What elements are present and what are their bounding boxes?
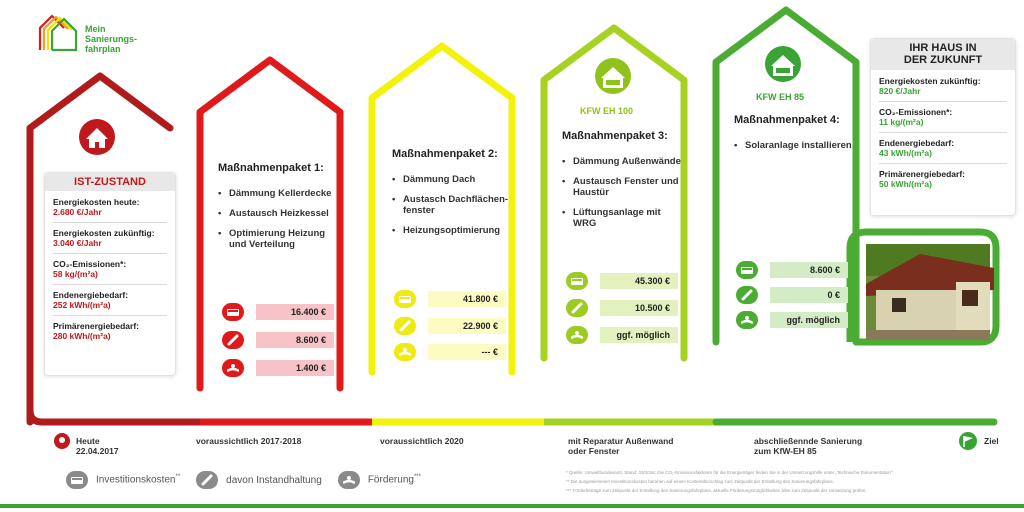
package-4-maint-value: 0 € bbox=[770, 287, 848, 303]
footnote-3: *** Förderbeträge zum Zeitpunkt der Erstellung des Sanierungsfahrplans, aktuelle Förderungsmöglichkeiten bitte zum Zeitpunkt der Umsetzung prüfen. bbox=[566, 488, 867, 493]
future-status-box bbox=[870, 38, 1016, 216]
hand-money-icon bbox=[222, 359, 244, 377]
package-3-maint-row bbox=[566, 299, 680, 317]
package-2-subsidy-row bbox=[394, 343, 508, 361]
ist-status-box bbox=[44, 172, 176, 376]
package-3-subsidy-row bbox=[566, 326, 680, 344]
timeline-step-3-line1: mit Reparatur Außenwand bbox=[568, 436, 674, 446]
timeline-step-3-line2: oder Fenster bbox=[568, 446, 620, 456]
logo-line3: fahrplan bbox=[85, 44, 121, 54]
ist-label-2: CO₂-Emissionen*: bbox=[53, 259, 127, 269]
package-4-title: Maßnahmenpaket 4: bbox=[734, 114, 840, 126]
kfw-eh85-house-icon bbox=[765, 46, 801, 82]
package-4-subsidy-value: ggf. möglich bbox=[770, 312, 848, 328]
logo-line2: Sanierungs- bbox=[85, 34, 138, 44]
legend-subsidy-label: Förderung bbox=[367, 474, 414, 486]
future-value-0: 820 €/Jahr bbox=[879, 86, 921, 96]
location-pin-icon bbox=[54, 433, 70, 449]
footnote-2: ** Die ausgewiesenen Investitionskosten beruhen auf einem Kostenüberschlag zum Zeitpunkt der Erstellung des Sanierungsfahrplans. bbox=[566, 479, 834, 484]
kfw-eh100-label: KFW EH 100 bbox=[580, 106, 634, 116]
hand-money-icon bbox=[736, 311, 758, 329]
legend-maint: davon Instandhaltung bbox=[226, 474, 322, 486]
invest-icon bbox=[394, 290, 416, 308]
legend-invest-sup: ** bbox=[175, 474, 181, 481]
package-2-maint-row bbox=[394, 317, 508, 335]
legend bbox=[66, 470, 466, 490]
timeline-step-4 bbox=[754, 436, 862, 456]
future-title bbox=[871, 39, 1015, 70]
package-2-item-0: • Dämmung Dach bbox=[392, 174, 510, 185]
footnote-1: * Quelle: Umweltbundesamt, Stand: 03/2016; Die CO₂-Emissionsfaktoren für die Energieträger finden Sie in der Umsetzungshilfe unter „Technische Dokumentation" bbox=[566, 470, 893, 475]
invest-legend-icon bbox=[66, 471, 88, 489]
timeline-end: Ziel bbox=[984, 436, 999, 446]
house-photo bbox=[866, 244, 994, 340]
hand-money-icon bbox=[394, 343, 416, 361]
ist-title: IST-ZUSTAND bbox=[45, 173, 175, 191]
ist-label-3: Endenergiebedarf: bbox=[53, 290, 129, 300]
logo-line1: Mein bbox=[85, 24, 106, 34]
package-3-item-1: • Austausch Fenster und Haustür bbox=[562, 176, 682, 198]
package-3-subsidy-value: ggf. möglich bbox=[600, 327, 678, 343]
ist-value-2: 58 kg/(m²a) bbox=[53, 269, 98, 279]
wrench-icon bbox=[736, 286, 758, 304]
package-2 bbox=[392, 148, 510, 245]
timeline-step-4-line1: abschließennde Sanierung bbox=[754, 436, 863, 446]
timeline-step-3 bbox=[568, 436, 673, 456]
legend-subsidy bbox=[368, 474, 421, 485]
package-1-maint-row bbox=[222, 331, 336, 349]
package-3-title: Maßnahmenpaket 3: bbox=[562, 130, 668, 142]
package-1-item-1: • Austausch Heizkessel bbox=[218, 208, 336, 219]
invest-icon bbox=[566, 272, 588, 290]
hand-money-legend-icon bbox=[338, 471, 360, 489]
package-3-item-2: • Lüftungsanlage mit WRG bbox=[562, 207, 682, 229]
future-label-0: Energiekosten zukünftig: bbox=[879, 76, 981, 86]
package-4-invest-value: 8.600 € bbox=[770, 262, 848, 278]
future-label-3: Primärenergiebedarf: bbox=[879, 169, 965, 179]
ist-label-0: Energiekosten heute: bbox=[53, 197, 140, 207]
legend-invest-label: Investitionskosten bbox=[96, 474, 176, 486]
timeline-start-line2: 22.04.2017 bbox=[76, 446, 119, 456]
future-label-2: Endenergiebedarf: bbox=[879, 138, 955, 148]
package-1-item-0: • Dämmung Kellerdecke bbox=[218, 188, 336, 199]
ist-value-1: 3.040 €/Jahr bbox=[53, 238, 102, 248]
timeline-segment-0 bbox=[30, 410, 200, 422]
goal-flag-icon bbox=[959, 432, 977, 450]
footnotes bbox=[566, 470, 1016, 494]
timeline-step-1: voraussichtlich 2017-2018 bbox=[196, 436, 302, 446]
invest-icon bbox=[736, 261, 758, 279]
package-2-invest-value: 41.800 € bbox=[428, 291, 506, 307]
kfw-eh85-label: KFW EH 85 bbox=[756, 92, 805, 102]
package-4-item-0: • Solaranlage installieren bbox=[734, 140, 856, 151]
future-title-line1: IHR HAUS IN bbox=[909, 42, 977, 54]
package-2-subsidy-value: --- € bbox=[428, 344, 506, 360]
ist-label-4: Primärenergiebedarf: bbox=[53, 321, 139, 331]
package-3-invest-value: 45.300 € bbox=[600, 273, 678, 289]
package-4-maint-row bbox=[736, 286, 850, 304]
legend-subsidy-sup: *** bbox=[413, 474, 421, 481]
package-4-subsidy-row bbox=[736, 311, 850, 329]
wrench-icon bbox=[394, 317, 416, 335]
ist-label-1: Energiekosten zukünftig: bbox=[53, 228, 155, 238]
invest-icon bbox=[222, 303, 244, 321]
package-4-invest-row bbox=[736, 261, 850, 279]
timeline-step-2: voraussichtlich 2020 bbox=[380, 436, 464, 446]
legend-invest bbox=[96, 474, 180, 485]
ist-house-icon bbox=[79, 119, 115, 155]
package-2-maint-value: 22.900 € bbox=[428, 318, 506, 334]
package-2-item-1: • Austasch Dachflächen-fenster bbox=[392, 194, 510, 216]
package-1-subsidy-value: 1.400 € bbox=[256, 360, 334, 376]
ist-value-3: 252 kWh/(m²a) bbox=[53, 300, 111, 310]
package-1-invest-row bbox=[222, 303, 336, 321]
package-1-maint-value: 8.600 € bbox=[256, 332, 334, 348]
package-2-item-2: • Heizungsoptimierung bbox=[392, 225, 510, 236]
timeline-start-line1: Heute bbox=[76, 436, 100, 446]
package-1-invest-value: 16.400 € bbox=[256, 304, 334, 320]
future-value-2: 43 kWh/(m²a) bbox=[879, 148, 932, 158]
package-4 bbox=[734, 114, 856, 160]
package-1 bbox=[218, 162, 336, 259]
package-3 bbox=[562, 130, 682, 238]
timeline-start bbox=[76, 436, 119, 456]
wrench-icon bbox=[222, 331, 244, 349]
wrench-icon bbox=[566, 299, 588, 317]
package-2-invest-row bbox=[394, 290, 508, 308]
package-3-invest-row bbox=[566, 272, 680, 290]
timeline-step-4-line2: zum KfW-EH 85 bbox=[754, 446, 817, 456]
package-1-title: Maßnahmenpaket 1: bbox=[218, 162, 324, 174]
package-1-item-2: • Optimierung Heizung und Verteilung bbox=[218, 228, 336, 250]
package-3-maint-value: 10.500 € bbox=[600, 300, 678, 316]
package-3-item-0: • Dämmung Außenwände bbox=[562, 156, 682, 167]
future-label-1: CO₂-Emissionen*: bbox=[879, 107, 953, 117]
wrench-legend-icon bbox=[196, 471, 218, 489]
ist-value-4: 280 kWh/(m²a) bbox=[53, 331, 111, 341]
ist-value-0: 2.680 €/Jahr bbox=[53, 207, 102, 217]
kfw-eh100-house-icon bbox=[595, 58, 631, 94]
future-title-line2: DER ZUKUNFT bbox=[903, 54, 983, 66]
future-value-3: 50 kWh/(m²a) bbox=[879, 179, 932, 189]
package-2-title: Maßnahmenpaket 2: bbox=[392, 148, 498, 160]
future-value-1: 11 kg/(m²a) bbox=[879, 117, 924, 127]
package-1-subsidy-row bbox=[222, 359, 336, 377]
hand-money-icon bbox=[566, 326, 588, 344]
